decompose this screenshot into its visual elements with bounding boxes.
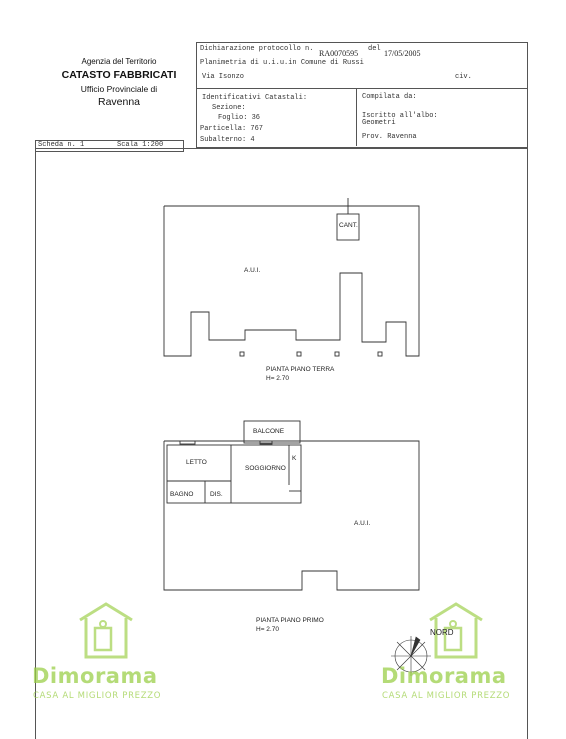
office-name: Ufficio Provinciale di [80, 84, 158, 94]
sezione-field: Sezione: [212, 104, 246, 112]
watermark-tagline-left: CASA AL MIGLIOR PREZZO [33, 691, 162, 701]
kitchen-label: K [292, 455, 297, 462]
brand-logo-icon [80, 604, 132, 657]
agency-name: Agenzia del Territorio [81, 57, 157, 66]
subalterno-field: Subalterno: 4 [200, 136, 255, 144]
particella-field: Particella: 767 [200, 125, 264, 133]
balcone-label: BALCONE [253, 428, 285, 435]
watermark-brand-right: Dimorama [381, 664, 507, 688]
registered-label: Iscritto all'albo: [362, 112, 438, 120]
street-text: Via Isonzo [202, 73, 245, 81]
catasto-title: CATASTO FABBRICATI [61, 69, 177, 81]
watermark-brand-left: Dimorama [32, 664, 158, 688]
protocol-value: RA0070595 [319, 49, 359, 58]
date-value: 17/05/2005 [384, 49, 421, 58]
planimetry-text: Planimetria di u.i.u.in Comune di Russi [200, 59, 364, 67]
letto-label: LETTO [186, 459, 207, 466]
profession-field: Geometri [362, 119, 396, 127]
province-field: Prov. Ravenna [362, 133, 417, 141]
compiled-by-label: Compilata da: [362, 93, 417, 101]
ground-floor-height: H= 2.70 [266, 375, 289, 382]
ground-floor-title: PIANTA PIANO TERRA [266, 366, 335, 373]
soggiorno-label: SOGGIORNO [245, 465, 286, 472]
nord-label: NORD [430, 628, 454, 637]
pillar [240, 352, 244, 356]
pillar [378, 352, 382, 356]
first-floor-title: PIANTA PIANO PRIMO [256, 617, 324, 624]
ground-floor-outline [164, 206, 419, 356]
first-floor-height: H= 2.70 [256, 626, 279, 633]
cantina-label: CANT. [339, 222, 358, 229]
protocol-label: Dichiarazione protocollo n. [200, 45, 314, 53]
aui-first-label: A.U.I. [354, 520, 371, 527]
watermark-tagline-right: CASA AL MIGLIOR PREZZO [382, 691, 511, 701]
foglio-field: Foglio: 36 [218, 114, 261, 122]
office-city: Ravenna [97, 96, 141, 108]
date-label: del [368, 45, 381, 53]
civ-label: civ. [455, 73, 472, 81]
identifiers-title: Identificativi Catastali: [202, 94, 308, 102]
scale-value: Scala 1:200 [117, 141, 164, 149]
aui-ground-label: A.U.I. [244, 267, 261, 274]
dis-label: DIS. [210, 491, 223, 498]
bagno-label: BAGNO [170, 491, 194, 498]
pillar [335, 352, 339, 356]
scheda-number: Scheda n. 1 [38, 141, 85, 149]
pillar [297, 352, 301, 356]
